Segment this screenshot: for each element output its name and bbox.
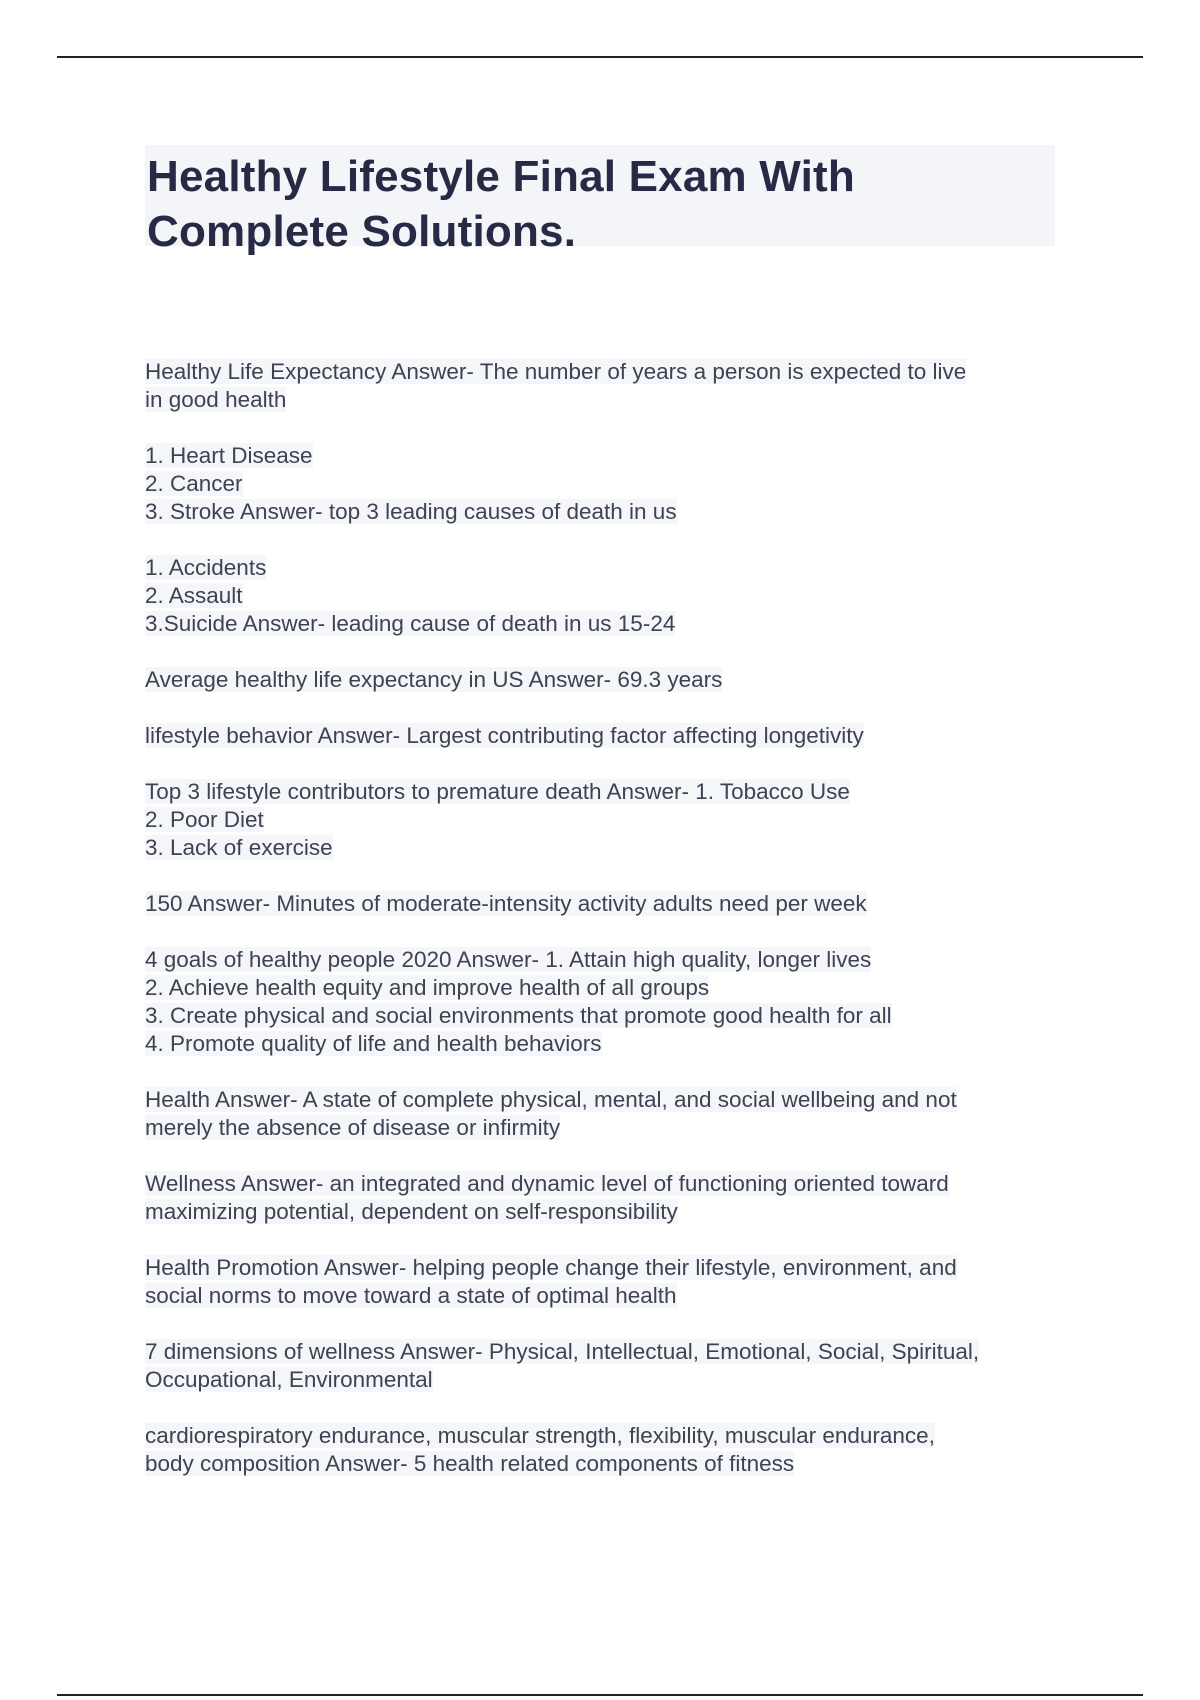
qa-line	[145, 442, 1055, 470]
footer-rule	[57, 1694, 1143, 1696]
qa-entry	[145, 554, 1055, 638]
qa-line-text: body composition Answer- 5 health related components of fitness	[145, 1451, 795, 1476]
qa-line	[145, 974, 1055, 1002]
qa-line	[145, 1170, 1055, 1198]
qa-line-text: Occupational, Environmental	[145, 1367, 433, 1392]
qa-line-text: lifestyle behavior Answer- Largest contributing factor affecting longetivity	[145, 723, 864, 748]
qa-line-text: 3. Create physical and social environments that promote good health for all	[145, 1003, 892, 1028]
qa-line	[145, 1002, 1055, 1030]
qa-line-text: Top 3 lifestyle contributors to premature death Answer- 1. Tobacco Use	[145, 779, 850, 804]
qa-line-text: 2. Achieve health equity and improve health of all groups	[145, 975, 710, 1000]
qa-line	[145, 582, 1055, 610]
qa-line-text: Wellness Answer- an integrated and dynamic level of functioning oriented toward	[145, 1171, 949, 1196]
qa-line	[145, 1086, 1055, 1114]
qa-line-text: 3. Stroke Answer- top 3 leading causes of death in us	[145, 499, 677, 524]
qa-line-text: 1. Heart Disease	[145, 443, 313, 468]
qa-line-text: Average healthy life expectancy in US Answer- 69.3 years	[145, 667, 723, 692]
qa-line	[145, 554, 1055, 582]
qa-line	[145, 1450, 1055, 1478]
qa-line-text: 2. Assault	[145, 583, 243, 608]
header-rule	[57, 56, 1143, 58]
qa-line-text: Healthy Life Expectancy Answer- The number of years a person is expected to live	[145, 359, 967, 384]
qa-entry	[145, 946, 1055, 1058]
qa-line	[145, 1254, 1055, 1282]
document-body	[145, 145, 1055, 1506]
qa-entry	[145, 1422, 1055, 1478]
qa-line-text: maximizing potential, dependent on self-responsibility	[145, 1199, 678, 1224]
qa-entry	[145, 778, 1055, 862]
qa-line-text: 4. Promote quality of life and health behaviors	[145, 1031, 602, 1056]
qa-line	[145, 722, 1055, 750]
title-block	[145, 145, 1055, 256]
qa-line	[145, 1422, 1055, 1450]
qa-line	[145, 1338, 1055, 1366]
qa-line-text: 2. Cancer	[145, 471, 243, 496]
qa-line	[145, 610, 1055, 638]
qa-line-text: Health Answer- A state of complete physical, mental, and social wellbeing and not	[145, 1087, 957, 1112]
qa-entry	[145, 1254, 1055, 1310]
qa-entry	[145, 722, 1055, 750]
qa-line	[145, 834, 1055, 862]
qa-line	[145, 386, 1055, 414]
qa-line	[145, 1198, 1055, 1226]
qa-line-text: 3.Suicide Answer- leading cause of death in us 15-24	[145, 611, 676, 636]
qa-line-text: 2. Poor Diet	[145, 807, 264, 832]
qa-line	[145, 358, 1055, 386]
qa-line	[145, 1114, 1055, 1142]
qa-line	[145, 890, 1055, 918]
qa-line	[145, 946, 1055, 974]
qa-line-text: 7 dimensions of wellness Answer- Physical, Intellectual, Emotional, Social, Spiritual,	[145, 1339, 980, 1364]
qa-line	[145, 666, 1055, 694]
qa-entry	[145, 1338, 1055, 1394]
qa-entry	[145, 1170, 1055, 1226]
qa-line	[145, 1282, 1055, 1310]
qa-entry	[145, 442, 1055, 526]
qa-line-text: 1. Accidents	[145, 555, 267, 580]
qa-line-text: merely the absence of disease or infirmity	[145, 1115, 561, 1140]
qa-list	[145, 358, 1055, 1478]
qa-line-text: 3. Lack of exercise	[145, 835, 333, 860]
qa-entry	[145, 890, 1055, 918]
qa-line-text: cardiorespiratory endurance, muscular strength, flexibility, muscular endurance,	[145, 1423, 935, 1448]
qa-line-text: Health Promotion Answer- helping people change their lifestyle, environment, and	[145, 1255, 957, 1280]
qa-line-text: 150 Answer- Minutes of moderate-intensity activity adults need per week	[145, 891, 867, 916]
qa-line-text: social norms to move toward a state of optimal health	[145, 1283, 677, 1308]
qa-line-text: 4 goals of healthy people 2020 Answer- 1. Attain high quality, longer lives	[145, 947, 872, 972]
qa-line	[145, 498, 1055, 526]
qa-entry	[145, 666, 1055, 694]
qa-line-text: in good health	[145, 387, 287, 412]
qa-entry	[145, 1086, 1055, 1142]
qa-line	[145, 778, 1055, 806]
qa-line	[145, 1366, 1055, 1394]
document-title: Healthy Lifestyle Final Exam With Complete Solutions.	[147, 152, 855, 256]
qa-line	[145, 470, 1055, 498]
qa-line	[145, 806, 1055, 834]
qa-entry	[145, 358, 1055, 414]
qa-line	[145, 1030, 1055, 1058]
